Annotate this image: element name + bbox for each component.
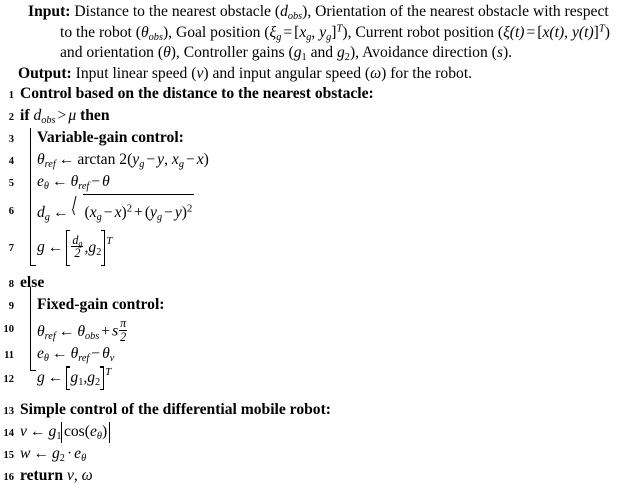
input-seg-4: ), Current robot position ( (342, 23, 504, 41)
symbol-theta-v-11: $\theta_v$ (102, 345, 115, 364)
bracket-close: ] (331, 23, 337, 41)
vector-inner (66, 230, 105, 266)
symbol-theta-obs-10: $\theta_{obs}$ (77, 323, 100, 342)
comma-2: , (564, 23, 569, 41)
algorithm-line-9 (0, 295, 620, 317)
line-number: 14 (3, 428, 14, 440)
line-number: 16 (3, 472, 14, 484)
input-seg-7: ), Avoidance direction ( (349, 44, 497, 62)
fraction-denominator: 2 (74, 246, 81, 261)
minus-sign: − (91, 173, 101, 191)
symbol-g2-7: $g_2$ (88, 239, 102, 259)
line-5-assignment (14, 172, 620, 193)
line-13-heading: Simple control of the differential mobile robot: (20, 401, 331, 419)
minus-sign: − (91, 345, 101, 363)
transpose-1: T (336, 23, 343, 35)
greater-than-sign: > (57, 107, 67, 125)
symbol-g2-12: $g_2$ (87, 369, 101, 389)
line-number: 6 (8, 206, 14, 218)
comma-16: , (73, 467, 78, 485)
plus-sign: + (134, 204, 143, 222)
symbol-v-16: v (66, 467, 74, 485)
line-1-heading: Control based on the distance to the nearest obstacle: (20, 85, 374, 103)
symbol-g1-12: $g_1$ (70, 369, 84, 389)
paren-open-14: ( (84, 423, 90, 441)
symbol-theta-ref-5: $\theta_{ref}$ (70, 173, 90, 193)
symbol-x-4: x (196, 151, 204, 169)
symbol-y-g: $y_g$ (319, 23, 332, 43)
symbol-theta-ref-11: $\theta_{ref}$ (70, 345, 90, 364)
symbol-g2: $g_2$ (337, 44, 350, 64)
symbol-y-g-4: $y_g$ (132, 151, 145, 171)
symbol-e-theta: $e_\theta$ (37, 173, 49, 193)
assign-arrow: ← (52, 204, 69, 222)
line-number: 11 (4, 350, 14, 362)
symbol-e-theta-14: $e_\theta$ (89, 423, 102, 442)
line-number: 1 (8, 90, 14, 102)
line-16-return (14, 466, 620, 487)
algorithm-line-4 (0, 150, 620, 172)
paren-close: ) (203, 151, 209, 169)
symbol-theta: θ (163, 44, 171, 62)
algorithm-line-1 (0, 84, 620, 106)
minus-sign-2: − (185, 151, 195, 169)
sqrt-radicand (83, 194, 195, 230)
algorithm-io-section (0, 2, 620, 84)
line-6-assignment (14, 194, 620, 230)
assign-arrow: ← (29, 423, 46, 441)
symbol-xi-t: ξ(t) (503, 23, 525, 41)
line-10-assignment (14, 317, 620, 344)
symbol-s-10: s (112, 323, 119, 341)
line-7-assignment (14, 230, 620, 266)
line-3-heading: Variable-gain control: (37, 129, 184, 147)
minus-sign-2: − (164, 204, 173, 222)
fraction-pi-over-2 (119, 317, 127, 344)
algorithm-line-11 (0, 344, 620, 366)
input-text (60, 3, 610, 64)
transpose-12: T (105, 367, 112, 379)
symbol-y-t: y(t) (571, 23, 594, 41)
fraction-numerator: π (120, 316, 127, 331)
transpose-2: T (598, 23, 605, 35)
assign-arrow: ← (51, 173, 68, 191)
symbol-x-g-4: $x_g$ (171, 151, 184, 171)
vector-inner (66, 366, 104, 390)
input-seg-8: ). (502, 44, 513, 62)
algorithm-line-12 (0, 366, 620, 393)
input-and: and (310, 44, 334, 62)
keyword-else: else (20, 274, 45, 292)
line-number: 7 (8, 243, 14, 255)
line-4-assignment (14, 150, 620, 171)
symbol-g-12: g (37, 369, 45, 387)
comma-4: , (164, 151, 168, 169)
keyword-then: then (80, 107, 110, 125)
keyword-if: if (20, 107, 30, 125)
symbol-x-t: x(t) (542, 23, 565, 41)
symbol-theta-obs: $\theta_{obs}$ (140, 23, 163, 43)
input-seg-2: ), Orientation of the nearest obstacle with respect to the robot ( (60, 3, 609, 41)
symbol-e-theta-11: $e_\theta$ (37, 345, 49, 364)
input-label: Input: (28, 3, 71, 20)
symbol-theta-5: θ (102, 173, 110, 191)
input-seg-1: Distance to the nearest obstacle ( (74, 3, 281, 20)
transpose-7: T (106, 236, 113, 248)
output-seg-3: ) for the robot. (381, 64, 473, 82)
cdot-sign: · (66, 445, 73, 463)
symbol-theta-ref: $\theta_{ref}$ (37, 151, 56, 171)
exponent-2a: 2 (126, 203, 133, 215)
comma-1: , (311, 23, 316, 41)
assign-arrow: ← (47, 369, 64, 387)
paren-open-6b: ( (144, 204, 151, 222)
assign-arrow: ← (51, 345, 68, 363)
minus-sign: − (103, 204, 113, 222)
symbol-y-g-6: $y_g$ (150, 204, 163, 224)
symbol-v-14: v (20, 423, 27, 441)
symbol-x-6: x (114, 204, 122, 222)
input-seg-5: ) and orientation ( (60, 23, 610, 62)
algorithm-line-15 (0, 444, 620, 466)
bracket-open: [ (294, 23, 300, 41)
symbol-theta-ref-10: $\theta_{ref}$ (37, 323, 56, 342)
output-label: Output: (18, 64, 72, 82)
symbol-w-15: w (20, 445, 31, 463)
line-2-if-statement (14, 106, 620, 127)
equals-sign-2: = (526, 23, 536, 41)
symbol-s: s (496, 44, 503, 62)
output-row (0, 64, 620, 85)
algorithm-line-2 (0, 106, 620, 128)
keyword-return: return (20, 467, 64, 485)
symbol-v: v (196, 64, 204, 82)
input-seg-6: ), Controller gains ( (170, 44, 294, 62)
paren-close-14: ) (101, 423, 108, 441)
fraction-numerator: $d_g$ (72, 232, 83, 248)
sqrt-icon (72, 194, 195, 230)
line-9-heading: Fixed-gain control: (37, 296, 165, 314)
symbol-d-obs-cond: $d_{obs}$ (33, 107, 56, 127)
symbol-d-g: $d_g$ (37, 204, 50, 224)
comma-7: , (84, 239, 89, 257)
line-14-assignment (14, 422, 620, 443)
comma-12: , (83, 369, 88, 387)
plus-sign: + (101, 323, 111, 341)
algorithm-line-5 (0, 172, 620, 194)
symbol-g-7: g (37, 238, 45, 256)
output-seg-1: Input linear speed ( (75, 64, 197, 82)
line-number: 10 (3, 324, 14, 336)
symbol-omega-16: ω (81, 467, 93, 485)
function-cos: cos (63, 423, 85, 441)
algorithm-line-13 (0, 400, 620, 422)
algorithm-line-8 (0, 273, 620, 295)
assign-arrow: ← (58, 151, 75, 169)
symbol-g1: $g_1$ (293, 44, 307, 64)
algorithm-line-14 (0, 422, 620, 444)
output-seg-2: ) and input angular speed ( (203, 64, 371, 82)
minus-sign: − (146, 151, 156, 169)
line-12-assignment (14, 366, 620, 390)
line-number: 4 (8, 156, 14, 168)
symbol-x-g: $x_g$ (299, 23, 312, 43)
input-row (0, 2, 620, 64)
assign-arrow: ← (33, 445, 49, 463)
symbol-x-g-6: $x_g$ (89, 204, 102, 224)
absolute-value-bars (61, 422, 109, 443)
exponent-2b: 2 (187, 203, 193, 215)
input-seg-3: ), Goal position ( (162, 23, 270, 41)
symbol-e-theta-15: $e_\theta$ (74, 445, 87, 464)
line-number: 5 (8, 178, 14, 190)
bracket-close-2: ] (593, 23, 599, 41)
line-number: 3 (8, 134, 14, 146)
fraction-dg-over-2 (71, 234, 83, 261)
algorithm-line-3 (0, 128, 620, 150)
function-arctan2: arctan 2 (77, 151, 128, 169)
output-text (76, 65, 472, 82)
symbol-y-6: y (174, 204, 182, 222)
assign-arrow: ← (47, 238, 64, 256)
symbol-y-4: y (157, 151, 165, 169)
algorithm-line-6 (0, 194, 620, 230)
symbol-mu: μ (68, 107, 77, 125)
symbol-d-obs: $d_{obs}$ (280, 3, 303, 22)
line-number: 12 (3, 374, 14, 386)
bracket-open-2: [ (537, 23, 543, 41)
algorithm-body (0, 84, 620, 488)
algorithm-line-7 (0, 230, 620, 267)
symbol-xi-g: $\xi_g$ (269, 23, 282, 43)
line-15-assignment (14, 444, 620, 465)
vector-brackets-7 (66, 230, 113, 266)
paren-close-6: ) (121, 204, 127, 222)
assign-arrow: ← (58, 323, 75, 341)
line-number: 9 (8, 301, 14, 313)
paren-open: ( (127, 151, 133, 169)
symbol-g1-14: $g_1$ (48, 423, 62, 442)
fraction-denominator: 2 (120, 330, 127, 345)
algorithm-line-10 (0, 317, 620, 344)
line-number: 8 (8, 279, 14, 291)
paren-open-6: ( (84, 204, 90, 222)
equals-sign: = (283, 23, 293, 41)
symbol-g2-15: $g_2$ (52, 445, 65, 464)
line-number: 15 (3, 450, 14, 462)
paren-close-6b: ) (181, 204, 187, 222)
vector-brackets-12 (66, 366, 112, 390)
symbol-omega: ω (370, 64, 382, 82)
line-number: 2 (8, 112, 14, 124)
line-number: 13 (3, 406, 14, 418)
